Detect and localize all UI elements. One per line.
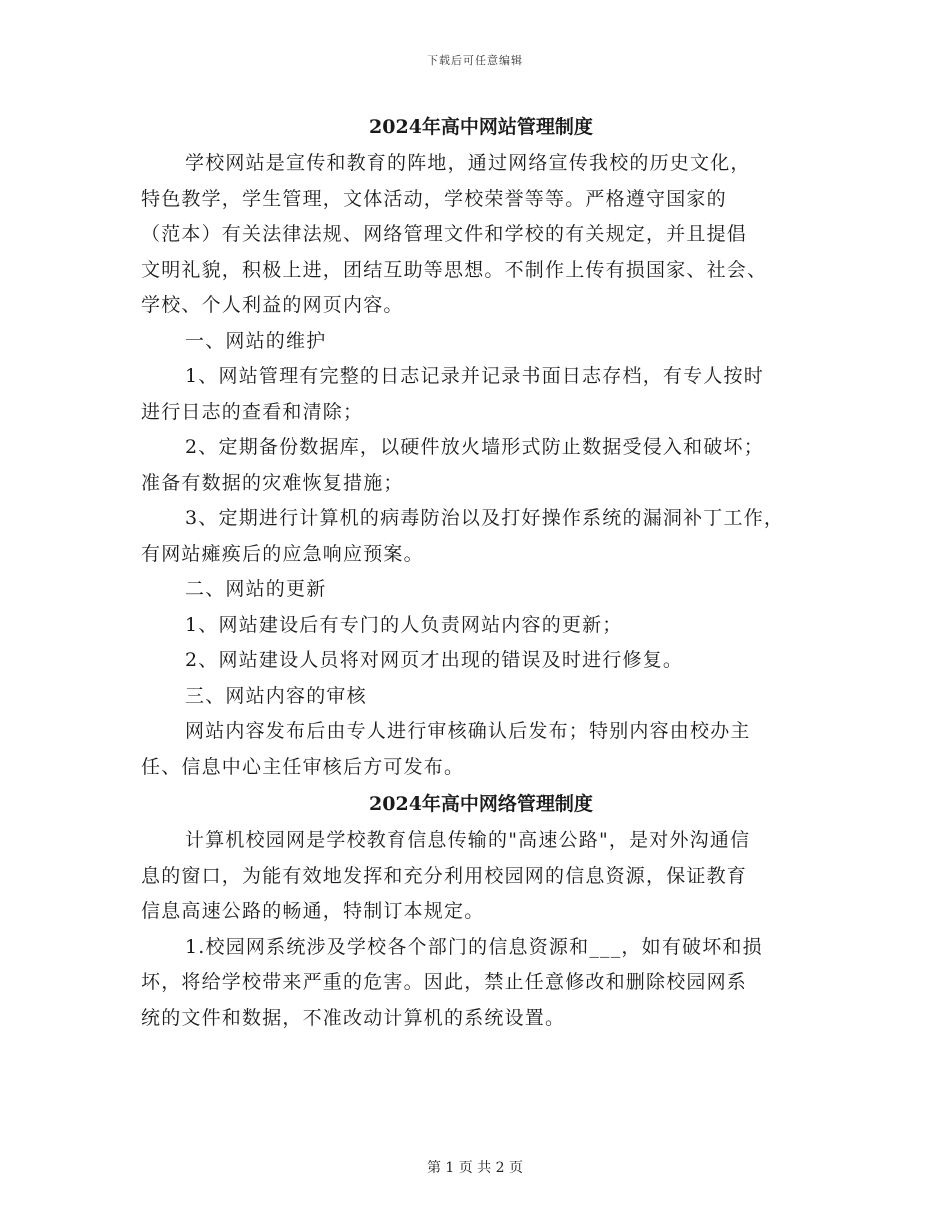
text-line: 网站内容发布后由专人进行审核确认后发布；特别内容由校办主 [185,720,751,742]
paragraph [141,430,821,501]
text-line: 文明礼貌，积极上进，团结互助等思想。不制作上传有损国家、社会、 [141,258,768,281]
text-line: 1、网站管理有完整的日志记录并记录书面日志存档，有专人按时 [185,365,764,387]
text-line: 进行日志的查看和清除； [141,400,364,423]
text-line: 学校、个人利益的网页内容。 [141,294,404,316]
paragraph [141,501,821,572]
section-title: 2024年高中网络管理制度 [369,793,593,815]
paragraph [141,359,821,430]
paragraph [141,823,821,930]
text-line: 坏，将给学校带来严重的危害。因此，禁止任意修改和删除校园网系 [141,971,748,993]
document-body [141,112,821,1036]
text-line: （范本）有关法律法规、网络管理文件和学校的有关规定，并且提倡 [141,223,748,245]
paragraph [141,714,821,785]
paragraph [141,608,821,644]
section-title: 2024年高中网站管理制度 [369,116,593,138]
section-heading [141,679,821,715]
text-line: 准备有数据的灾难恢复措施； [141,471,404,494]
text-line: 三、网站内容的审核 [185,684,367,707]
paragraph [141,930,821,1037]
text-line: 计算机校园网是学校教育信息传输的"高速公路"，是对外沟通信 [185,829,751,851]
header-note: 下载后可任意编辑 [427,54,523,67]
paragraph [141,146,821,324]
text-line: 信息高速公路的畅通，特制订本规定。 [141,900,485,922]
text-line: 任、信息中心主任审核后方可发布。 [141,755,465,778]
text-line: 2、网站建设人员将对网页才出现的错误及时进行修复。 [185,649,684,671]
text-line: 特色教学，学生管理，文体活动，学校荣誉等等。严格遵守国家的 [141,187,727,210]
paragraph [141,643,821,679]
text-line: 1.校园网系统涉及学校各个部门的信息资源和___，如有破坏和损 [185,935,763,958]
text-line: 一、网站的维护 [185,329,327,352]
text-line: 3、定期进行计算机的病毒防治以及打好操作系统的漏洞补丁工作， [185,507,785,529]
text-line: 统的文件和数据，不准改动计算机的系统设置。 [141,1006,566,1029]
section-heading [141,572,821,608]
page-footer: 第 1 页 共 2 页 [426,1160,524,1176]
text-line: 息的窗口，为能有效地发挥和充分利用校园网的信息资源，保证教育 [141,864,748,887]
text-line: 2、定期备份数据库，以硬件放火墙形式防止数据受侵入和破坏； [185,436,764,458]
text-line: 有网站瘫痪后的应急响应预案。 [141,542,424,565]
text-line: 学校网站是宣传和教育的阵地，通过网络宣传我校的历史文化， [185,152,751,174]
text-line: 二、网站的更新 [185,578,327,600]
text-line: 1、网站建设后有专门的人负责网站内容的更新； [185,613,623,636]
section-heading [141,324,821,360]
